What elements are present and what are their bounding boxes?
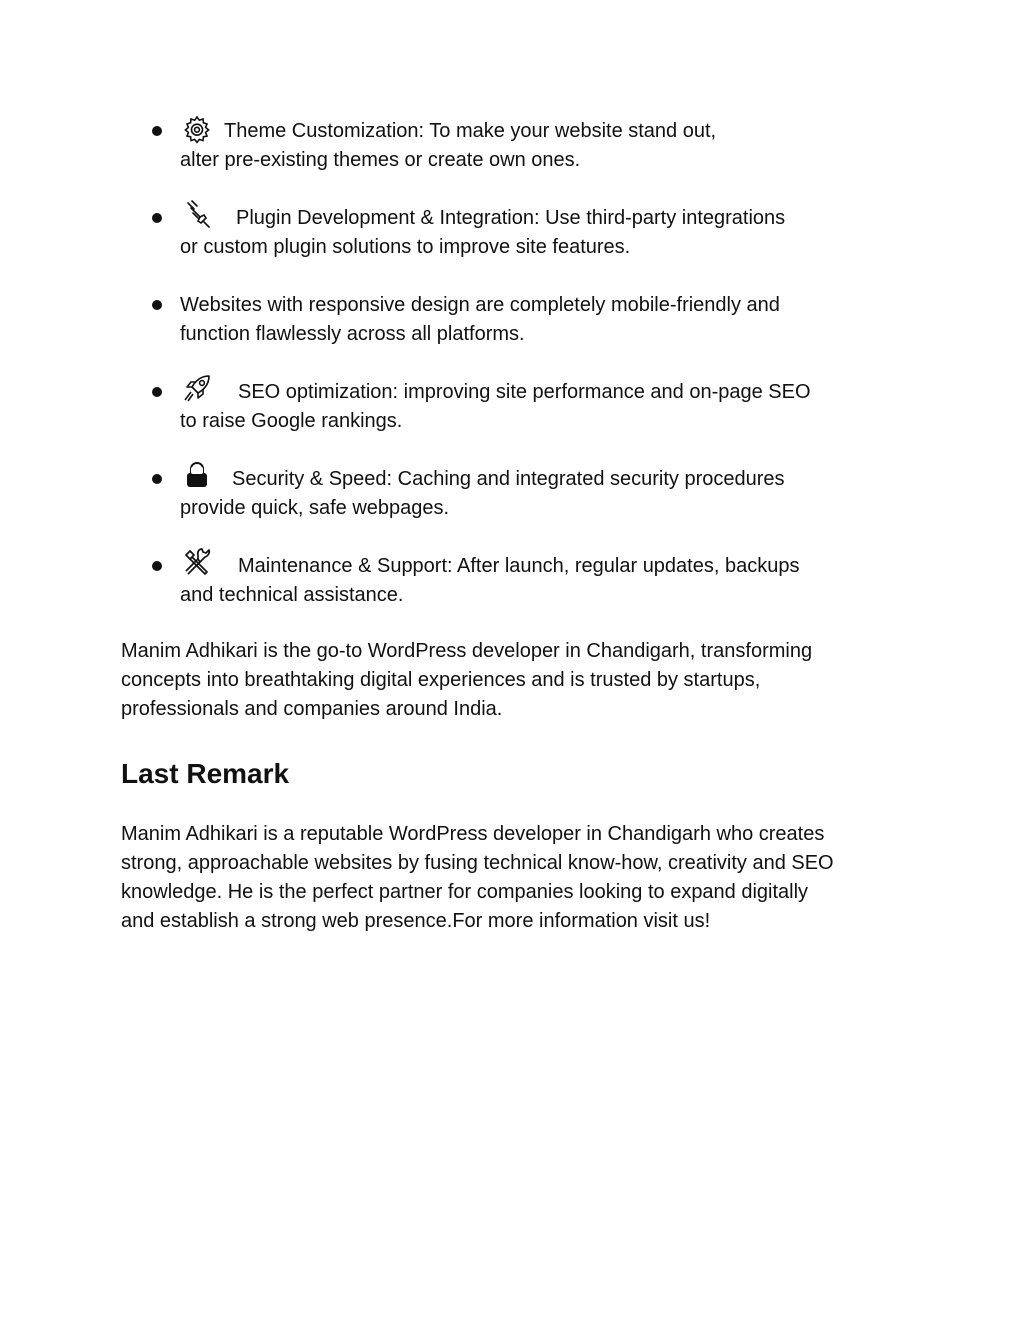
list-item-line-1: Plugin Development & Integration: Use third-party integrations <box>236 207 786 229</box>
rocket-icon <box>182 373 212 403</box>
list-item-line-2: provide quick, safe webpages. <box>180 497 450 519</box>
list-item-line-1: Websites with responsive design are completely mobile-friendly and <box>180 294 780 316</box>
list-item-line-1: Maintenance & Support: After launch, regular updates, backups <box>238 555 800 577</box>
list-item-responsive-design <box>0 290 1024 350</box>
paragraph-line: and establish a strong web presence.For more information visit us! <box>121 910 711 932</box>
plug-icon <box>182 199 212 229</box>
list-item-line-2: alter pre-existing themes or create own ones. <box>180 149 581 171</box>
tools-icon <box>182 547 212 577</box>
list-item-line-2: and technical assistance. <box>180 584 404 606</box>
list-item-line-1: Theme Customization: To make your website stand out, <box>224 120 717 142</box>
list-item-line-1: SEO optimization: improving site performance and on-page SEO <box>238 381 811 403</box>
list-item-seo-optimization <box>0 377 1024 437</box>
bullet-dot <box>152 300 162 310</box>
paragraph-line: concepts into breathtaking digital experiences and is trusted by startups, <box>121 669 761 691</box>
last-remark-paragraph <box>121 820 834 936</box>
list-item-line-2: function flawlessly across all platforms. <box>180 323 525 345</box>
lock-icon <box>182 460 212 490</box>
bullet-dot <box>152 474 162 484</box>
bullet-dot <box>152 561 162 571</box>
list-item-plugin-development <box>0 203 1024 263</box>
paragraph-line: knowledge. He is the perfect partner for companies looking to expand digitally <box>121 881 809 903</box>
list-item-security-speed <box>0 464 1024 524</box>
gear-icon <box>182 114 212 144</box>
paragraph-line: strong, approachable websites by fusing technical know-how, creativity and SEO <box>121 852 834 874</box>
list-item-line-2: to raise Google rankings. <box>180 410 403 432</box>
paragraph-line: Manim Adhikari is the go-to WordPress developer in Chandigarh, transforming <box>121 640 813 662</box>
list-item-theme-customization <box>0 116 1024 176</box>
bullet-dot <box>152 126 162 136</box>
bullet-dot <box>152 387 162 397</box>
bullet-dot <box>152 213 162 223</box>
list-item-maintenance-support <box>0 551 1024 611</box>
section-heading: Last Remark <box>121 758 290 789</box>
list-item-line-1: Security & Speed: Caching and integrated security procedures <box>232 468 785 490</box>
list-item-line-2: or custom plugin solutions to improve site features. <box>180 236 631 258</box>
paragraph-line: professionals and companies around India. <box>121 698 503 720</box>
paragraph-line: Manim Adhikari is a reputable WordPress developer in Chandigarh who creates <box>121 823 825 845</box>
intro-paragraph <box>121 637 812 724</box>
